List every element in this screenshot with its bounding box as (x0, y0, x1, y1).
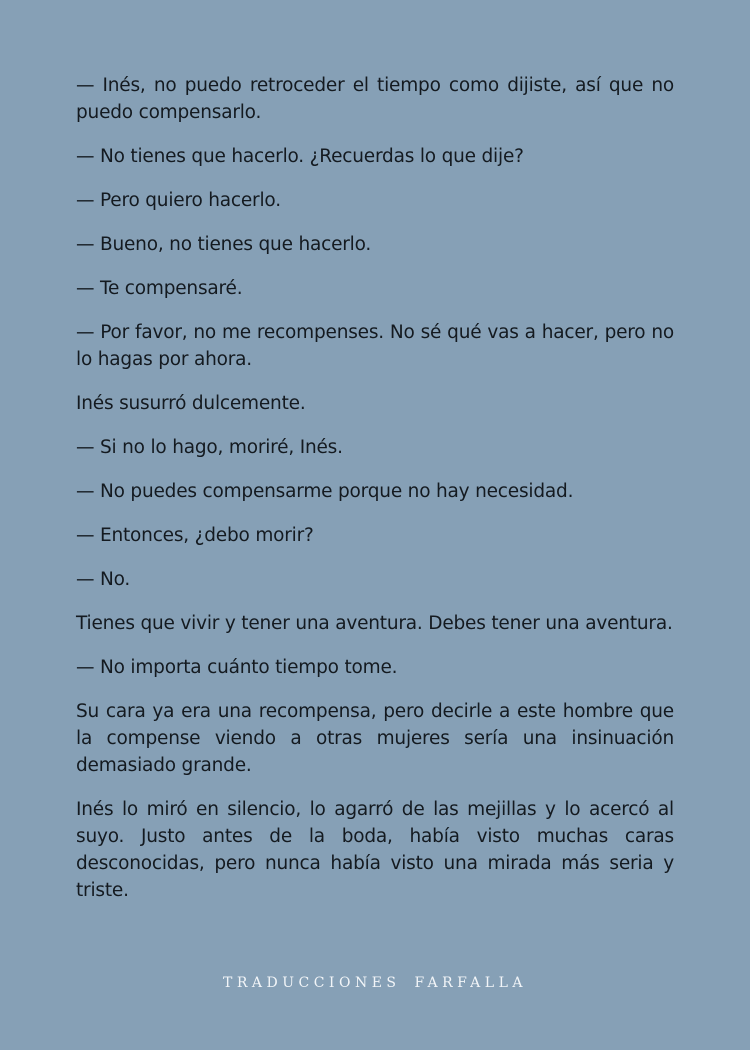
paragraph: — No tienes que hacerlo. ¿Recuerdas lo que dije? (76, 146, 524, 167)
page-body (76, 72, 674, 921)
paragraph: Inés susurró dulcemente. (76, 393, 306, 414)
footer-word-farfalla: FARFALLA (414, 975, 527, 991)
paragraph: Tienes que vivir y tener una aventura. Debes tener una aventura. (76, 613, 673, 634)
paragraph: — No importa cuánto tiempo tome. (76, 657, 398, 678)
paragraph: — Por favor, no me recompenses. No sé qué vas a hacer, pero no lo hagas por ahora. (76, 322, 674, 370)
paragraph: — No. (76, 569, 131, 590)
paragraph: — Bueno, no tienes que hacerlo. (76, 234, 372, 255)
paragraph: — Entonces, ¿debo morir? (76, 525, 314, 546)
paragraph: — Te compensaré. (76, 278, 243, 299)
paragraph: — Si no lo hago, moriré, Inés. (76, 437, 343, 458)
paragraph: — No puedes compensarme porque no hay necesidad. (76, 481, 574, 502)
paragraph: — Pero quiero hacerlo. (76, 190, 281, 211)
footer-word-traducciones: TRADUCCIONES (223, 975, 401, 991)
paragraph: Su cara ya era una recompensa, pero decirle a este hombre que la compense viendo a otras mujeres sería una insinuación demasiado grande. (76, 701, 674, 776)
footer-credit (0, 975, 750, 991)
paragraph: Inés lo miró en silencio, lo agarró de las mejillas y lo acercó al suyo. Justo antes de la boda, había visto muchas caras desconocidas, pero nunca había visto una mirada más seria y triste. (76, 799, 674, 901)
paragraph: — Inés, no puedo retroceder el tiempo como dijiste, así que no puedo compensarlo. (76, 75, 674, 123)
